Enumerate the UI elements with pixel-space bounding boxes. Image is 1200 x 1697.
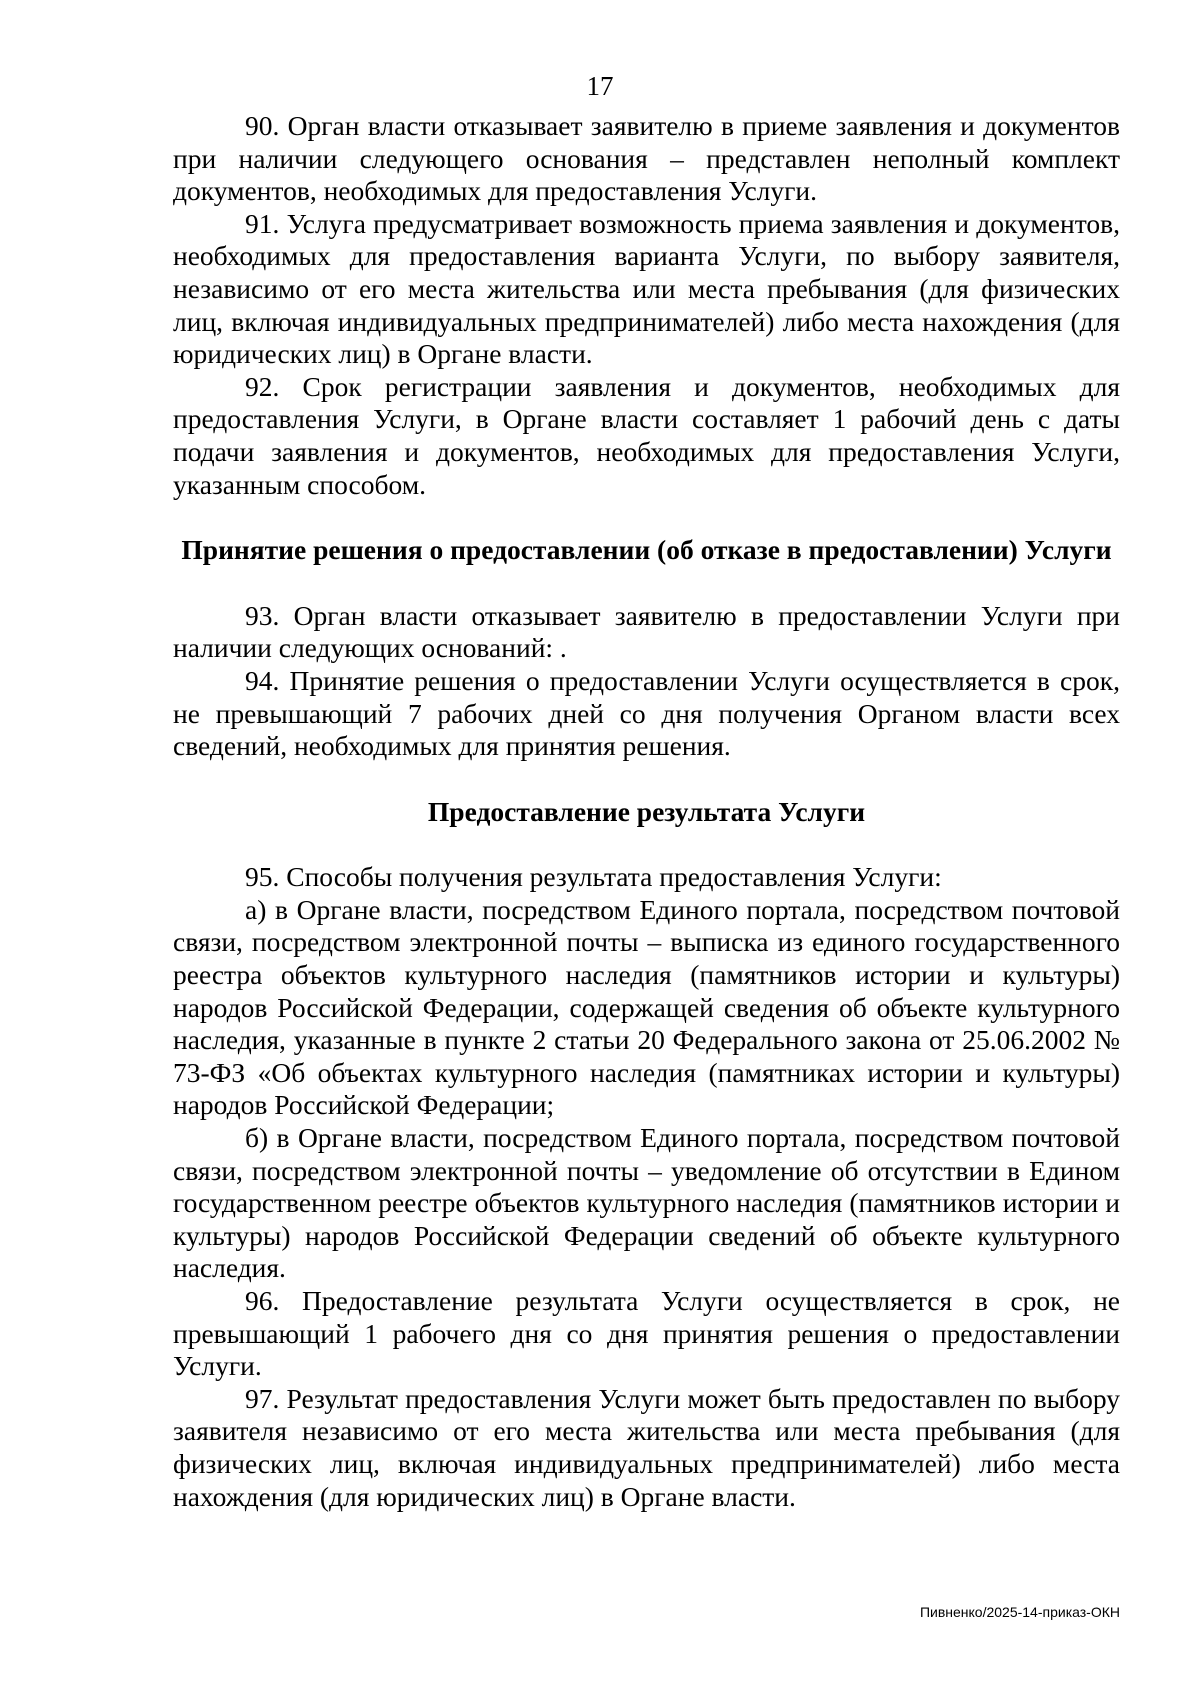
paragraph-97: 97. Результат предоставления Услуги может быть предоставлен по выбору заявителя независимо от его места жительства или места пребывания (для физических лиц, включая индивидуальных предпринимателей) либо места нахождения (для юридических лиц) в Органе власти. (173, 1382, 1120, 1512)
paragraph-90: 90. Орган власти отказывает заявителю в приеме заявления и документов при наличии следующего основания – представлен неполный комплект документов, необходимых для предоставления Услуги. (173, 110, 1120, 207)
paragraph-95-a: а) в Органе власти, посредством Единого портала, посредством почтовой связи, посредством электронной почты – выписка из единого государственного реестра объектов культурного наследия (памятников истории и культуры) народов Российской Федерации, содержащей сведения об объекте культурного наследия, указанные в пункте 2 статьи 20 Федерального закона от 25.06.2002 № 73-ФЗ «Об объектах культурного наследия (памятниках истории и культуры) народов Российской Федерации; (173, 893, 1120, 1121)
document-body (173, 110, 1120, 1513)
document-footer-reference: Пивненко/2025-14-приказ-ОКН (919, 1604, 1120, 1620)
paragraph-91: 91. Услуга предусматривает возможность приема заявления и документов, необходимых для предоставления варианта Услуги, по выбору заявителя, независимо от его места жительства или места пребывания (для физических лиц, включая индивидуальных предпринимателей) либо места нахождения (для юридических лиц) в Органе власти. (173, 207, 1120, 370)
section-heading-result: Предоставление результата Услуги (427, 795, 866, 827)
paragraph-96: 96. Предоставление результата Услуги осуществляется в срок, не превышающий 1 рабочего дня со дня принятия решения о предоставлении Услуги. (173, 1285, 1120, 1382)
paragraph-95: 95. Способы получения результата предоставления Услуги: (245, 861, 942, 893)
paragraph-92: 92. Срок регистрации заявления и документов, необходимых для предоставления Услуги, в Органе власти составляет 1 рабочий день с даты подачи заявления и документов, необходимых для предоставления Услуги, указанным способом. (173, 370, 1120, 500)
page-number: 17 (586, 71, 614, 101)
paragraph-94: 94. Принятие решения о предоставлении Услуги осуществляется в срок, не превышающий 7 рабочих дней со дня получения Органом власти всех сведений, необходимых для принятия решения. (173, 664, 1120, 762)
paragraph-95-b: б) в Органе власти, посредством Единого портала, посредством почтовой связи, посредством электронной почты – уведомление об отсутствии в Едином государственном реестре объектов культурного наследия (памятников истории и культуры) народов Российской Федерации сведений об объекте культурного наследия. (173, 1122, 1120, 1284)
paragraph-93: 93. Орган власти отказывает заявителю в предоставлении Услуги при наличии следующих оснований: . (173, 599, 1120, 664)
section-heading-decision: Принятие решения о предоставлении (об отказе в предоставлении) Услуги (181, 534, 1112, 566)
